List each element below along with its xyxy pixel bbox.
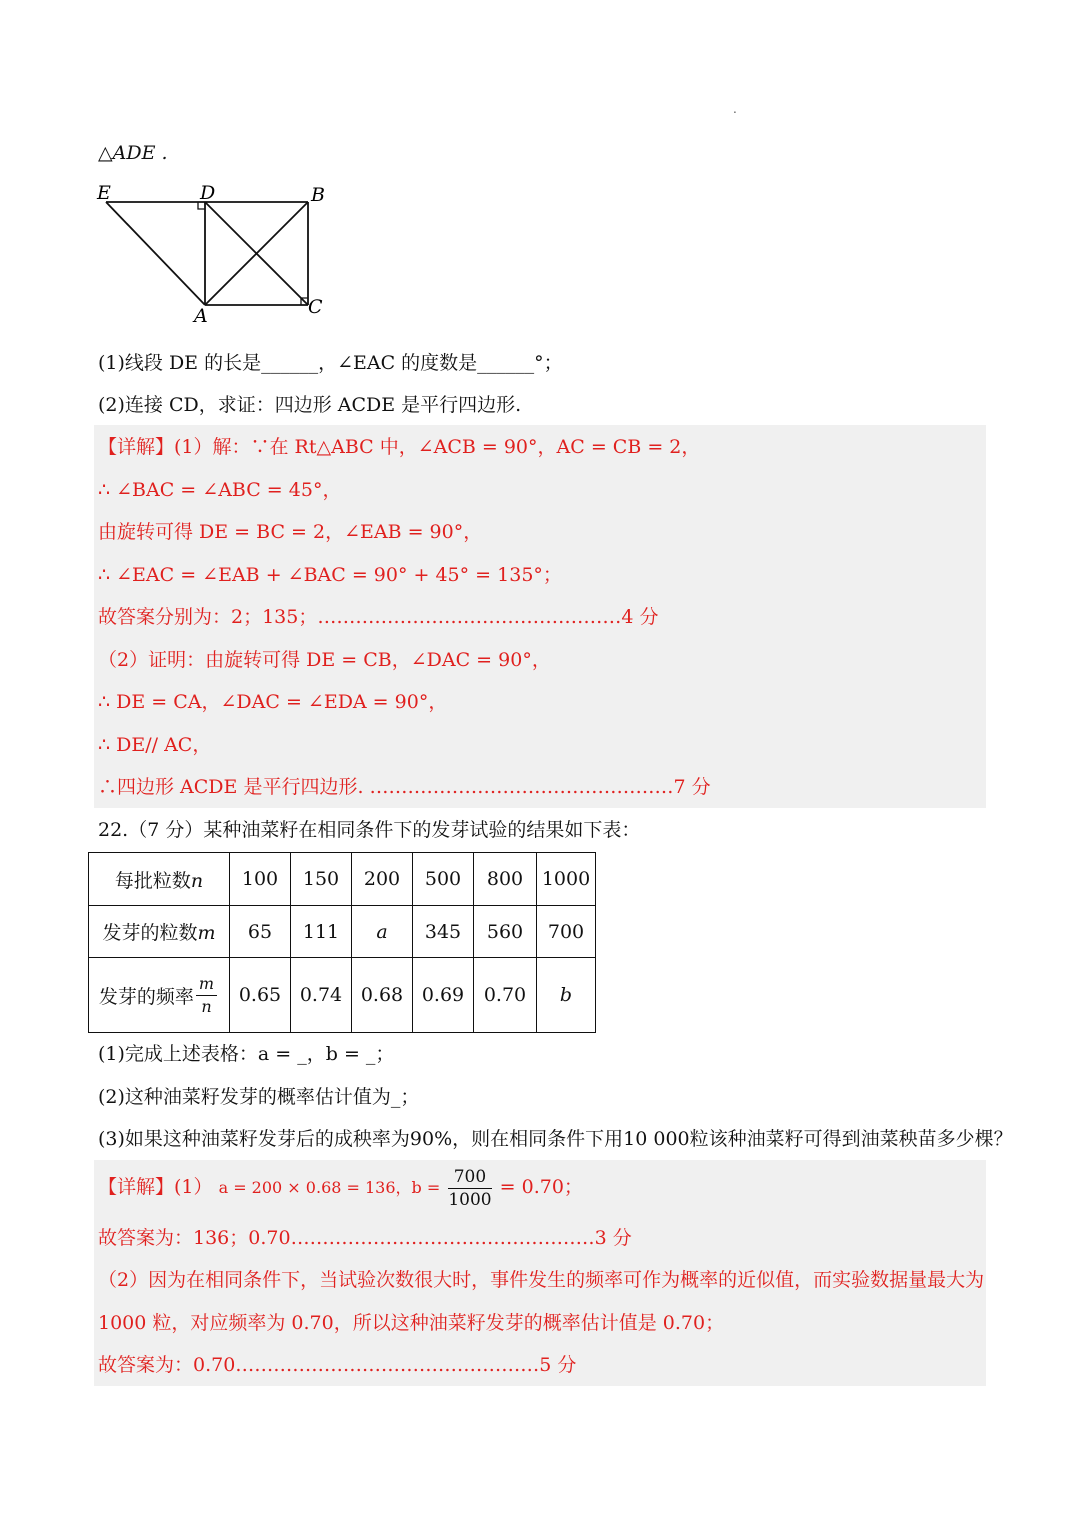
segment-EA	[106, 202, 205, 305]
table-cell: 345	[413, 906, 474, 958]
answer21-line5: 故答案分别为：2；135；…………………………………………4 分	[98, 606, 659, 628]
answer21-line9: ∴四边形 ACDE 是平行四边形. …………………………………………7 分	[98, 776, 711, 798]
geometry-figure	[92, 182, 352, 322]
answer21-line2: ∴ ∠BAC = ∠ABC = 45°，	[98, 479, 342, 501]
q21-part1: (1)线段 DE 的长是______，∠EAC 的度数是______°；	[98, 352, 563, 374]
label-A: A	[194, 305, 208, 322]
q21-part2: (2)连接 CD，求证：四边形 ACDE 是平行四边形.	[98, 394, 522, 416]
answer21-line6: （2）证明：由旋转可得 DE = CB，∠DAC = 90°，	[98, 649, 551, 671]
q22-part2: (2)这种油菜籽发芽的概率估计值为_；	[98, 1086, 420, 1108]
table-cell: 200	[352, 853, 413, 906]
table-cell: 111	[291, 906, 352, 958]
table-cell: 100	[230, 853, 291, 906]
table-cell: 500	[413, 853, 474, 906]
table-cell: a	[352, 906, 413, 958]
label-E: E	[97, 182, 111, 204]
germination-table	[88, 852, 596, 1033]
answer22-line2: 故答案为：136；0.70…………………………………………3 分	[98, 1227, 632, 1249]
answer21-line3: 由旋转可得 DE = BC = 2，∠EAB = 90°，	[98, 521, 483, 543]
label-D: D	[200, 182, 216, 204]
table-row	[89, 853, 596, 906]
table-cell: 560	[474, 906, 537, 958]
table-cell: 0.70	[474, 958, 537, 1033]
answer22-line5: 故答案为：0.70…………………………………………5 分	[98, 1354, 577, 1376]
table-cell: 1000	[537, 853, 596, 906]
label-C: C	[308, 296, 323, 318]
label-B: B	[311, 184, 325, 206]
answer21-line8: ∴ DE// AC，	[98, 734, 212, 756]
answer21-line7: ∴ DE = CA，∠DAC = ∠EDA = 90°，	[98, 691, 448, 713]
table-cell: 150	[291, 853, 352, 906]
table-cell: 0.74	[291, 958, 352, 1033]
answer21-line4: ∴ ∠EAC = ∠EAB + ∠BAC = 90° + 45° = 135°；	[98, 564, 562, 586]
table-cell: 0.65	[230, 958, 291, 1033]
header-dot: .	[733, 102, 737, 116]
row1-header: 每批粒数n	[89, 853, 230, 906]
q22-part1: (1)完成上述表格：a = _，b = _；	[98, 1043, 395, 1065]
table-row	[89, 906, 596, 958]
q22-title: 22.（7 分）某种油菜籽在相同条件下的发芽试验的结果如下表：	[98, 819, 641, 841]
answer21-line1: 【详解】(1）解：∵在 Rt△ABC 中，∠ACB = 90°，AC = CB = 2，	[98, 436, 701, 458]
row3-header: 发芽的频率 $\frac{m}{n}$	[89, 958, 230, 1033]
answer22-line4: 1000 粒，对应频率为 0.70，所以这种油菜籽发芽的概率估计值是 0.70；	[98, 1312, 725, 1334]
row2-header: 发芽的粒数m	[89, 906, 230, 958]
table-cell: 700	[537, 906, 596, 958]
table-cell: 65	[230, 906, 291, 958]
table-cell: b	[537, 958, 596, 1033]
table-cell: 800	[474, 853, 537, 906]
table-cell: 0.68	[352, 958, 413, 1033]
table-cell: 0.69	[413, 958, 474, 1033]
table-row	[89, 958, 596, 1033]
answer22-line3: （2）因为在相同条件下，当试验次数很大时，事件发生的频率可作为概率的近似值，而实验数据量最大为	[98, 1269, 985, 1291]
answer22-line1: 【详解】(1） a = 200 × 0.68 = 136，b = $\frac{700}{1000}$ = 0.70；	[98, 1166, 583, 1210]
q22-part3: (3)如果这种油菜籽发芽后的成秧率为90%，则在相同条件下用10 000粒该种油菜籽可得到油菜秧苗多少棵？	[98, 1128, 1013, 1150]
triangle-ref: △ADE .	[98, 142, 168, 164]
